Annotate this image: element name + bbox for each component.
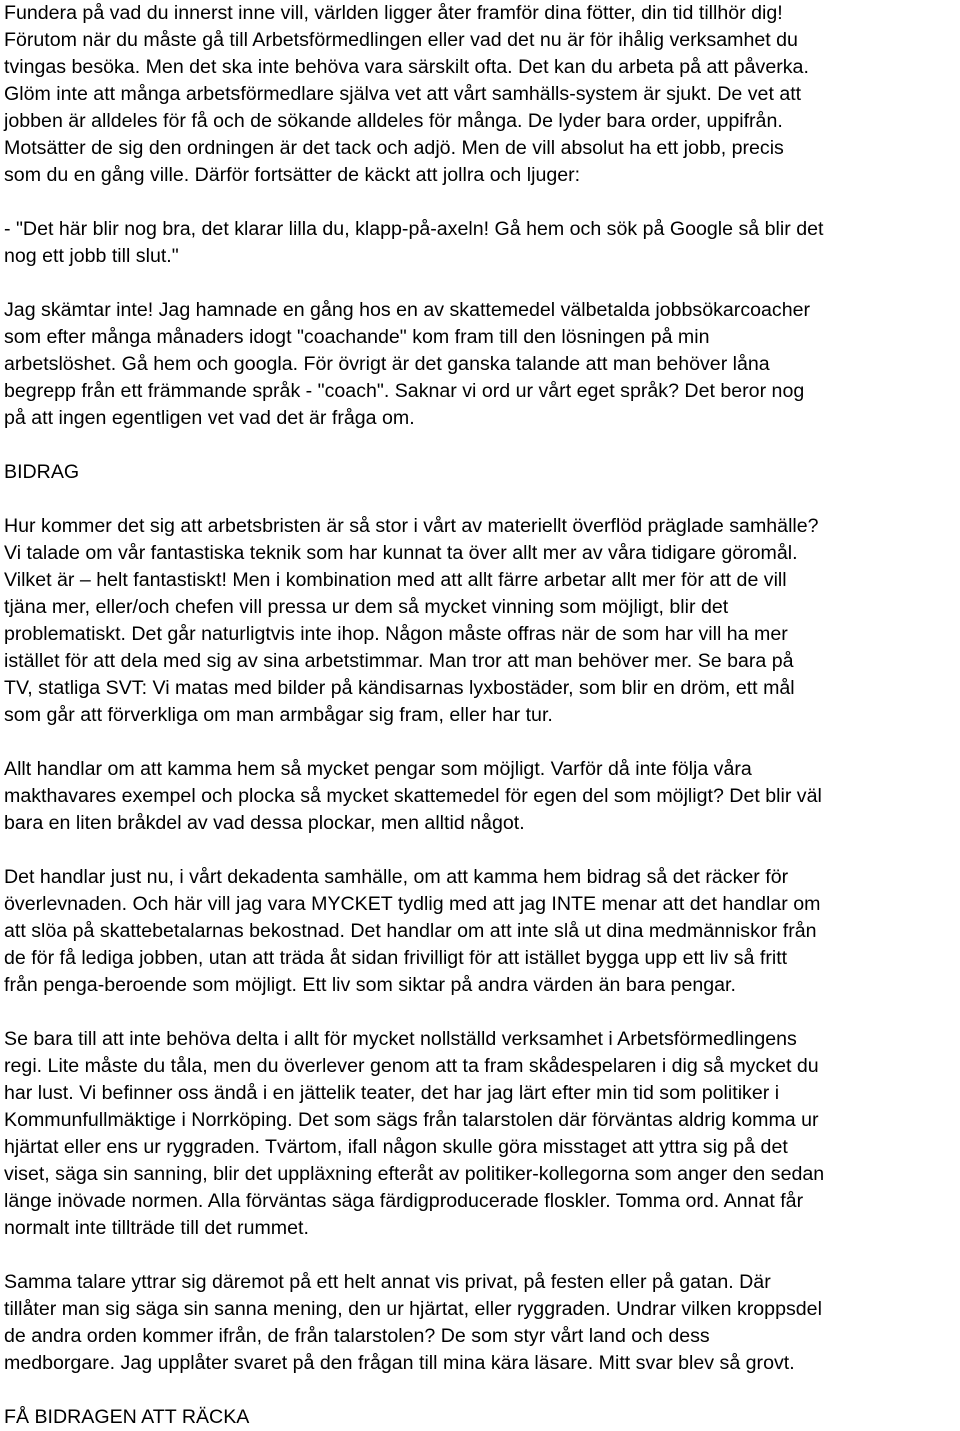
text-line: länge inövade normen. Alla förväntas säga färdigproducerade floskler. Tomma ord. Annat får bbox=[4, 1190, 804, 1212]
paragraph-spacer bbox=[4, 1242, 959, 1269]
text-line: arbetslöshet. Gå hem och googla. För övrigt är det ganska talande att man behöver låna bbox=[4, 353, 770, 375]
text-line: begrepp från ett främmande språk - "coach". Saknar vi ord ur vårt eget språk? Det beror nog bbox=[4, 380, 805, 402]
text-line: normalt inte tillträde till det rummet. bbox=[4, 1217, 309, 1239]
text-line: de andra orden kommer ifrån, de från talarstolen? De som styr vårt land och dess bbox=[4, 1325, 710, 1347]
text-line: bara en liten bråkdel av vad dessa plockar, men alltid något. bbox=[4, 812, 525, 834]
paragraph-spacer bbox=[4, 432, 959, 459]
paragraph-spacer bbox=[4, 1377, 959, 1404]
text-line: på att ingen egentligen vet vad det är fråga om. bbox=[4, 407, 415, 429]
text-line: Jag skämtar inte! Jag hamnade en gång hos en av skattemedel välbetalda jobbsökarcoacher bbox=[4, 299, 811, 321]
text-line: Vi talade om vår fantastiska teknik som har kunnat ta över allt mer av våra tidigare göromål. bbox=[4, 542, 798, 564]
text-line: som efter många månaders idogt "coachande" kom fram till den lösningen på min bbox=[4, 326, 710, 348]
paragraph-spacer bbox=[4, 189, 959, 216]
text-line: istället för att dela med sig av sina arbetstimmar. Man tror att man behöver mer. Se bara på bbox=[4, 650, 794, 672]
text-line: från penga-beroende som möjligt. Ett liv som siktar på andra värden än bara pengar. bbox=[4, 974, 736, 996]
text-line: överlevnaden. Och här vill jag vara MYCKET tydlig med att jag INTE menar att det handlar om bbox=[4, 893, 821, 915]
text-line: tillåter man sig säga sin sanna mening, den ur hjärtat, eller ryggraden. Undrar vilken kroppsdel bbox=[4, 1298, 822, 1320]
text-line: regi. Lite måste du tåla, men du överlever genom att ta fram skådespelaren i dig så mycket du bbox=[4, 1055, 819, 1077]
text-line: viset, säga sin sanning, blir det uppläxning efteråt av politiker-kollegorna som anger den sedan bbox=[4, 1163, 825, 1185]
paragraph bbox=[4, 756, 959, 837]
paragraph-spacer bbox=[4, 486, 959, 513]
text-line: Samma talare yttrar sig däremot på ett helt annat vis privat, på festen eller på gatan. Där bbox=[4, 1271, 771, 1293]
text-line: BIDRAG bbox=[4, 461, 80, 483]
text-line: Det handlar just nu, i vårt dekadenta samhälle, om att kamma hem bidrag så det räcker för bbox=[4, 866, 789, 888]
paragraph bbox=[4, 864, 959, 999]
text-line: TV, statliga SVT: Vi matas med bilder på kändisarnas lyxbostäder, som blir en dröm, ett mål bbox=[4, 677, 795, 699]
text-line: de för få lediga jobben, utan att träda åt sidan frivilligt för att istället bygga upp ett liv så fritt bbox=[4, 947, 788, 969]
paragraph bbox=[4, 1269, 959, 1377]
text-line: Allt handlar om att kamma hem så mycket pengar som möjligt. Varför då inte följa våra bbox=[4, 758, 752, 780]
text-line: nog ett jobb till slut." bbox=[4, 245, 179, 267]
paragraph bbox=[4, 513, 959, 729]
text-line: FÅ BIDRAGEN ATT RÄCKA bbox=[4, 1406, 250, 1428]
text-line: Glöm inte att många arbetsförmedlare själva vet att vårt samhälls-system är sjukt. De vet att bbox=[4, 83, 802, 105]
text-line: som du en gång ville. Därför fortsätter de käckt att jollra och ljuger: bbox=[4, 164, 581, 186]
paragraph bbox=[4, 216, 959, 270]
text-line: jobben är alldeles för få och de sökande alldeles för många. De lyder bara order, uppifrån. bbox=[4, 110, 783, 132]
text-line: - "Det här blir nog bra, det klarar lilla du, klapp-på-axeln! Gå hem och sök på Google så blir det bbox=[4, 218, 824, 240]
text-line: hjärtat eller ens ur ryggraden. Tvärtom, ifall någon skulle göra misstaget att yttra sig på det bbox=[4, 1136, 788, 1158]
paragraph-spacer bbox=[4, 270, 959, 297]
text-line: som går att förverkliga om man armbågar sig fram, eller har tur. bbox=[4, 704, 553, 726]
paragraph bbox=[4, 0, 959, 189]
text-line: tvingas besöka. Men det ska inte behöva vara särskilt ofta. Det kan du arbeta på att påverka. bbox=[4, 56, 809, 78]
paragraph-spacer bbox=[4, 729, 959, 756]
text-line: Kommunfullmäktige i Norrköping. Det som sägs från talarstolen där förväntas aldrig komma ur bbox=[4, 1109, 819, 1131]
paragraph-spacer bbox=[4, 837, 959, 864]
text-line: Förutom när du måste gå till Arbetsförmedlingen eller vad det nu är för ihålig verksamhet du bbox=[4, 29, 798, 51]
section-heading bbox=[4, 459, 959, 486]
text-line: har lust. Vi befinner oss ändå i en jättelik teater, det har jag lärt efter min tid som politiker i bbox=[4, 1082, 780, 1104]
text-line: Motsätter de sig den ordningen är det tack och adjö. Men de vill absolut ha ett jobb, precis bbox=[4, 137, 784, 159]
text-line: Vilket är – helt fantastiskt! Men i kombination med att allt färre arbetar allt mer för att de vill bbox=[4, 569, 787, 591]
paragraph-spacer bbox=[4, 999, 959, 1026]
text-line: medborgare. Jag upplåter svaret på den frågan till mina kära läsare. Mitt svar blev så grovt. bbox=[4, 1352, 795, 1374]
text-line: Fundera på vad du innerst inne vill, världen ligger åter framför dina fötter, din tid tillhör dig! bbox=[4, 2, 783, 24]
paragraph bbox=[4, 1026, 959, 1242]
document-body bbox=[4, 0, 959, 1431]
text-line: problematiskt. Det går naturligtvis inte ihop. Någon måste offras när de som har vill ha mer bbox=[4, 623, 788, 645]
paragraph bbox=[4, 297, 959, 432]
text-line: Se bara till att inte behöva delta i allt för mycket nollställd verksamhet i Arbetsförmedlingens bbox=[4, 1028, 797, 1050]
text-line: att slöa på skattebetalarnas bekostnad. Det handlar om att inte slå ut dina medmänniskor från bbox=[4, 920, 817, 942]
text-line: makthavares exempel och plocka så mycket skattemedel för egen del som möjligt? Det blir väl bbox=[4, 785, 822, 807]
text-line: tjäna mer, eller/och chefen vill pressa ur dem så mycket vinning som möjligt, blir det bbox=[4, 596, 729, 618]
text-line: Hur kommer det sig att arbetsbristen är så stor i vårt av materiellt överflöd präglade samhälle? bbox=[4, 515, 819, 537]
